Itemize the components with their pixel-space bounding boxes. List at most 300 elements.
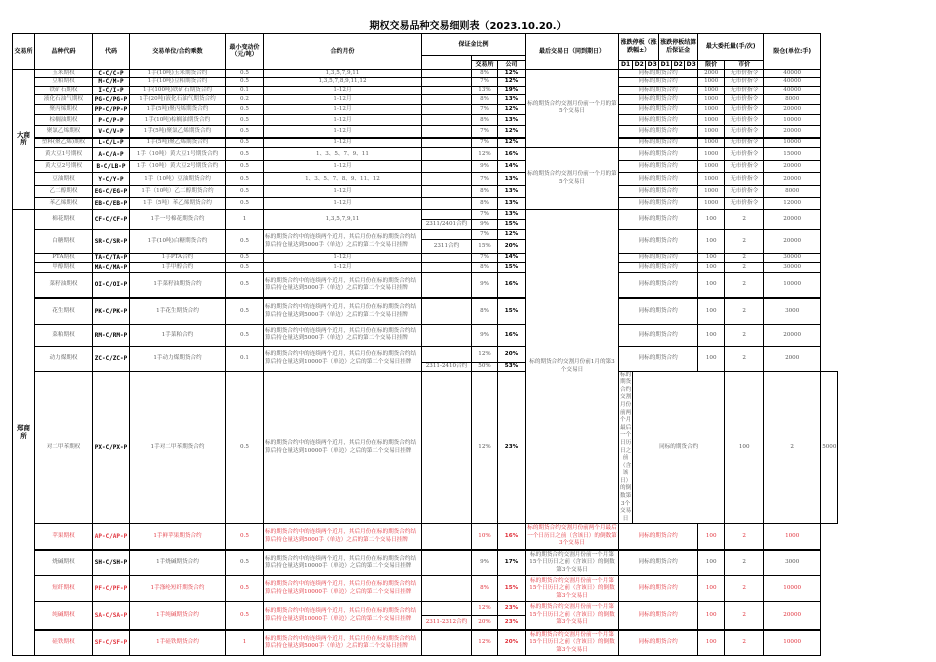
contract-months: 1-12月 — [264, 262, 422, 272]
trade-unit: 1手PTA合约 — [130, 254, 226, 263]
special-contract-blank — [422, 210, 472, 220]
header-exchange: 交易所 — [13, 34, 35, 70]
table-row — [13, 86, 838, 95]
margin-exchange: 7% — [472, 254, 498, 263]
special-contract — [422, 371, 472, 524]
product-name: 对二甲苯期权 — [35, 371, 93, 524]
price-limit: 同标的期货合约 — [619, 324, 698, 346]
max-order-limit: 2000 — [698, 69, 725, 78]
special-contract — [422, 105, 472, 115]
position-limit: 20000 — [764, 173, 821, 186]
tick-size: 0.5 — [226, 173, 264, 186]
max-order-market: 无市价指令 — [725, 173, 764, 186]
margin-exchange: 8% — [472, 69, 498, 78]
contract-months: 标的期货合约中的连续两个近月，其后月份在标的期货合约结算后持仓量达到10000手（单边）之后的第二个交易日挂牌 — [264, 346, 422, 371]
price-limit: 同标的期货合约 — [619, 86, 698, 95]
tick-size: 0.5 — [226, 138, 264, 148]
margin-exchange-special: 50% — [472, 362, 498, 371]
contract-months: 1-12月 — [264, 161, 422, 173]
max-order-limit: 100 — [698, 254, 725, 263]
max-order-market: 2 — [764, 371, 821, 524]
position-limit: 3000 — [764, 550, 821, 576]
max-order-market: 无市价指令 — [725, 105, 764, 115]
position-limit: 10000 — [764, 138, 821, 148]
position-limit: 30000 — [764, 262, 821, 272]
trade-unit: 1手（10吨）黄大豆2号期货合约 — [130, 161, 226, 173]
product-code: TA-C/TA-P — [93, 254, 130, 263]
product-code: PX-C/PX-P — [93, 371, 130, 524]
margin-exchange: 7% — [472, 210, 498, 220]
tick-size: 1 — [226, 210, 264, 230]
margin-exchange: 9% — [472, 550, 498, 576]
contract-months: 标的期货合约中的连续两个近月，其后月份在标的期货合约结算后持仓量达到5000手（单边）之后的第二个交易日挂牌 — [264, 272, 422, 298]
position-limit: 40000 — [764, 69, 821, 78]
margin-exchange: 12% — [472, 371, 498, 524]
contract-months: 1-12月 — [264, 115, 422, 126]
margin-company: 20% — [498, 346, 526, 362]
max-order-limit: 100 — [698, 602, 725, 630]
max-order-market: 无市价指令 — [725, 138, 764, 148]
product-code: MA-C/MA-P — [93, 262, 130, 272]
contract-months: 标的期货合约中的连续两个近月，其后月份在标的期货合约结算后持仓量达到10000手（单边）之后的第二个交易日挂牌 — [264, 371, 422, 524]
margin-company: 16% — [498, 524, 526, 550]
contract-months: 标的期货合约中的连续两个近月，其后月份在标的期货合约结算后持仓量达到10000手（单边）之后的第二个交易日挂牌 — [264, 550, 422, 576]
product-code: B-C/LB-P — [93, 161, 130, 173]
trade-unit: 1手动力煤期货合约 — [130, 346, 226, 371]
margin-company: 12% — [498, 78, 526, 87]
contract-months: 标的期货合约中的连续两个近月，其后月份在标的期货合约结算后持仓量达到5000手（单边）之后的第二个交易日挂牌 — [264, 324, 422, 346]
max-order-limit: 100 — [698, 630, 725, 656]
product-name: 聚丙烯期权 — [35, 105, 93, 115]
trade-unit: 1手菜粕合约 — [130, 324, 226, 346]
max-order-limit: 100 — [698, 346, 725, 371]
tick-size: 0.5 — [226, 126, 264, 138]
tick-size: 0.5 — [226, 524, 264, 550]
header-limit-margin: 涨跌停板结算后保证金 — [659, 34, 698, 61]
price-limit: 同标的期货合约 — [619, 550, 698, 576]
product-name: 短纤期权 — [35, 576, 93, 602]
product-code: PG-C/PG-P — [93, 95, 130, 105]
max-order-limit: 1000 — [698, 161, 725, 173]
position-limit: 10000 — [764, 272, 821, 298]
position-limit: 8000 — [764, 186, 821, 198]
product-name: PTA期权 — [35, 254, 93, 263]
header-months: 合约月份 — [264, 34, 422, 70]
position-limit: 20000 — [764, 210, 821, 230]
product-name: 动力煤期权 — [35, 346, 93, 371]
tick-size: 0.5 — [226, 148, 264, 161]
trade-unit: 1手（10吨）乙二醇期货合约 — [130, 186, 226, 198]
max-order-limit: 100 — [698, 230, 725, 254]
margin-exchange: 12% — [472, 148, 498, 161]
price-limit: 同标的期货合约 — [619, 161, 698, 173]
special-contract — [422, 262, 472, 272]
price-limit: 同标的期货合约 — [619, 524, 698, 550]
trade-unit: 1手一号棉花期货合约 — [130, 210, 226, 230]
product-code: RM-C/RM-P — [93, 324, 130, 346]
position-limit: 20000 — [764, 324, 821, 346]
table-row — [13, 550, 838, 576]
header-margin: 保证金比例 — [422, 34, 526, 56]
trade-unit: 1手菜籽油期货合约 — [130, 272, 226, 298]
price-limit: 同标的期货合约 — [633, 371, 725, 524]
margin-company: 16% — [498, 324, 526, 346]
margin-company: 19% — [498, 86, 526, 95]
special-contract — [422, 78, 472, 87]
max-order-market: 无市价指令 — [725, 161, 764, 173]
contract-months: 1,3,5,7,9,11 — [264, 210, 422, 230]
last-trade-day: 标的期货合约交割月份前一个月第15个日历日之前（含该日）的倒数第3个交易日 — [526, 630, 619, 656]
table-row — [13, 272, 838, 298]
max-order-limit: 100 — [698, 298, 725, 324]
special-contract — [422, 524, 472, 550]
contract-months: 1-12月 — [264, 95, 422, 105]
product-code: OI-C/OI-P — [93, 272, 130, 298]
price-limit: 同标的期货合约 — [619, 272, 698, 298]
margin-exchange: 7% — [472, 138, 498, 148]
special-contract — [422, 86, 472, 95]
price-limit: 同标的期货合约 — [619, 262, 698, 272]
max-order-limit: 1000 — [698, 95, 725, 105]
contract-months: 1-12月 — [264, 126, 422, 138]
max-order-market: 无市价指令 — [725, 78, 764, 87]
special-contract — [422, 148, 472, 161]
special-contract — [422, 115, 472, 126]
margin-company: 12% — [498, 69, 526, 78]
trade-unit: 1手甲醇合约 — [130, 262, 226, 272]
last-trade-day: 标的期货合约交割月份前一个月的第5个交易日 — [526, 148, 619, 210]
max-order-limit: 1000 — [698, 126, 725, 138]
max-order-market: 无市价指令 — [725, 186, 764, 198]
margin-company: 14% — [498, 161, 526, 173]
position-limit: 10000 — [764, 115, 821, 126]
tick-size: 0.5 — [226, 161, 264, 173]
position-limit: 20000 — [764, 126, 821, 138]
max-order-limit: 100 — [698, 524, 725, 550]
margin-company: 13% — [498, 198, 526, 210]
last-trade-day: 标的期货合约交割月份前一个月第15个日历日之前（含该日）的倒数第3个交易日 — [526, 576, 619, 602]
product-name: 白糖期权 — [35, 230, 93, 254]
tick-size: 1 — [226, 630, 264, 656]
trade-unit: 1手纯碱期货合约 — [130, 602, 226, 630]
table-row — [13, 210, 838, 220]
exchange-czce: 郑商所 — [13, 210, 35, 656]
trade-unit: 1手(10吨)玉米期货合约 — [130, 69, 226, 78]
product-name: 豆粕期权 — [35, 78, 93, 87]
margin-exchange: 7% — [472, 126, 498, 138]
contract-months: 标的期货合约中的连续两个近月，其后月份在标的期货合约结算后持仓量达到5000手（单边）之后的第二个交易日挂牌 — [264, 230, 422, 254]
max-order-market: 2 — [725, 262, 764, 272]
trade-unit: 1手（5吨）苯乙烯期货合约 — [130, 198, 226, 210]
tick-size: 0.1 — [226, 346, 264, 371]
product-code: P-C/P-P — [93, 115, 130, 126]
special-contract — [422, 272, 472, 298]
contract-months: 标的期货合约中的连续两个近月，其后月份在标的期货合约结算后持仓量达到5000手（单边）之后的第二个交易日挂牌 — [264, 524, 422, 550]
table-row — [13, 198, 838, 210]
table-row — [13, 298, 838, 324]
position-limit: 3000 — [764, 298, 821, 324]
price-limit: 同标的期货合约 — [619, 78, 698, 87]
position-limit: 5000 — [821, 371, 838, 524]
header-tick: 最小变动价（元/吨） — [226, 34, 264, 70]
trade-unit: 1手鲜苹果期货合约 — [130, 524, 226, 550]
czce-section — [13, 210, 838, 656]
margin-exchange: 9% — [472, 324, 498, 346]
margin-exchange: 12% — [472, 602, 498, 616]
margin-exchange: 8% — [472, 198, 498, 210]
page-title: 期权交易品种交易细则表（2023.10.20.） — [369, 21, 567, 32]
position-limit: 20000 — [764, 105, 821, 115]
price-limit: 同标的期货合约 — [619, 576, 698, 602]
table-row — [13, 69, 838, 78]
contract-months: 1-12月 — [264, 254, 422, 263]
contract-months: 1、3、5、7、8、9、11、12 — [264, 173, 422, 186]
table-row — [13, 602, 838, 616]
margin-exchange: 7% — [472, 105, 498, 115]
trade-unit: 1手(10吨)豆粕期货合约 — [130, 78, 226, 87]
trade-unit: 1手(5吨)聚丙烯期货合约 — [130, 105, 226, 115]
header-product: 品种代码 — [35, 34, 93, 70]
table-row — [13, 524, 838, 550]
trade-unit: 1手（10吨）黄大豆1号期货合约 — [130, 148, 226, 161]
product-code: EB-C/EB-P — [93, 198, 130, 210]
product-code: PF-C/PF-P — [93, 576, 130, 602]
header-position-limit: 限仓(单位:手) — [764, 34, 821, 70]
max-order-limit: 100 — [698, 324, 725, 346]
price-limit: 同标的期货合约 — [619, 602, 698, 630]
special-contract — [422, 576, 472, 602]
product-code: PP-C/PP-P — [93, 105, 130, 115]
price-limit: 同标的期货合约 — [619, 210, 698, 230]
product-code: SH-C/SH-P — [93, 550, 130, 576]
special-contract — [422, 550, 472, 576]
margin-company-special: 20% — [498, 240, 526, 254]
tick-size: 0.5 — [226, 371, 264, 524]
margin-company: 12% — [498, 126, 526, 138]
margin-company: 15% — [498, 262, 526, 272]
table-row — [13, 148, 838, 161]
header-margin-company: 公司 — [498, 61, 526, 70]
max-order-limit: 100 — [698, 272, 725, 298]
header-unit: 交易单位/合约乘数 — [130, 34, 226, 70]
tick-size: 0.5 — [226, 198, 264, 210]
margin-company: 12% — [498, 138, 526, 148]
trade-unit: 1手(10吨)白糖期货合约 — [130, 230, 226, 254]
tick-size: 0.5 — [226, 576, 264, 602]
contract-months: 1,3,5,7,9,11 — [264, 69, 422, 78]
tick-size: 0.5 — [226, 78, 264, 87]
header-d2b: D2 — [673, 61, 683, 68]
margin-exchange: 8% — [472, 262, 498, 272]
margin-company: 12% — [498, 105, 526, 115]
product-name: 棉花期权 — [35, 210, 93, 230]
margin-exchange: 7% — [472, 173, 498, 186]
price-limit: 同标的期货合约 — [619, 230, 698, 254]
table-row — [13, 138, 838, 148]
tick-size: 0.5 — [226, 298, 264, 324]
tick-size: 0.5 — [226, 272, 264, 298]
table-row — [13, 630, 838, 656]
header-d1: D1 — [619, 61, 633, 70]
max-order-market: 2 — [725, 210, 764, 230]
margin-company: 17% — [498, 550, 526, 576]
header-d3: D3 — [647, 61, 657, 68]
margin-company: 13% — [498, 173, 526, 186]
product-name: 玉米期权 — [35, 69, 93, 78]
special-contract-blank — [422, 346, 472, 362]
margin-company: 15% — [498, 576, 526, 602]
max-order-limit: 100 — [698, 210, 725, 230]
margin-exchange-special: 20% — [472, 616, 498, 630]
special-contract — [422, 138, 472, 148]
product-code: ZC-C/ZC-P — [93, 346, 130, 371]
position-limit: 2000 — [764, 346, 821, 371]
product-name: 菜粕期权 — [35, 324, 93, 346]
position-limit: 8000 — [764, 95, 821, 105]
product-code: SF-C/SF-P — [93, 630, 130, 656]
tick-size: 0.5 — [226, 186, 264, 198]
price-limit: 同标的期货合约 — [619, 148, 698, 161]
product-name: 塑料(聚乙烯)期权 — [35, 138, 93, 148]
contract-months: 1、3、5、7、9、11 — [264, 148, 422, 161]
position-limit: 10000 — [764, 630, 821, 656]
product-code: SR-C/SR-P — [93, 230, 130, 254]
margin-company: 14% — [498, 254, 526, 263]
max-order-market: 2 — [725, 602, 764, 630]
product-code: V-C/V-P — [93, 126, 130, 138]
price-limit: 同标的期货合约 — [619, 105, 698, 115]
margin-exchange: 8% — [472, 298, 498, 324]
product-name: 花生期权 — [35, 298, 93, 324]
header-code: 代码 — [93, 34, 130, 70]
margin-company: 13% — [498, 95, 526, 105]
price-limit: 同标的期货合约 — [619, 115, 698, 126]
contract-months: 1-12月 — [264, 198, 422, 210]
last-trade-day: 标的期货合约交割月份前1月的第3个交易日 — [526, 210, 619, 524]
max-order-market: 2 — [725, 346, 764, 371]
price-limit: 同标的期货合约 — [619, 138, 698, 148]
table-row — [13, 78, 838, 87]
product-code: AP-C/AP-P — [93, 524, 130, 550]
margin-company: 15% — [498, 298, 526, 324]
tick-size: 0.5 — [226, 254, 264, 263]
margin-exchange-special: 9% — [472, 220, 498, 230]
product-name: 菜籽油期权 — [35, 272, 93, 298]
trade-unit: 1手硅铁期货合约 — [130, 630, 226, 656]
last-trade-day: 标的期货合约交割月份前一个月的第5个交易日 — [526, 69, 619, 148]
margin-company: 23% — [498, 602, 526, 616]
max-order-limit: 1000 — [698, 105, 725, 115]
table-row — [13, 346, 838, 362]
header-d3b: D3 — [686, 61, 696, 68]
header-market-price: 市价 — [725, 61, 764, 70]
position-limit: 20000 — [764, 230, 821, 254]
max-order-market: 2 — [725, 524, 764, 550]
table-row — [13, 230, 838, 240]
tick-size: 0.5 — [226, 324, 264, 346]
trade-unit: 1手(20吨)液化石油气期货合约 — [130, 95, 226, 105]
margin-company: 16% — [498, 148, 526, 161]
margin-exchange: 8% — [472, 186, 498, 198]
margin-company: 12% — [498, 230, 526, 240]
position-limit: 20000 — [764, 161, 821, 173]
position-limit: 30000 — [764, 254, 821, 263]
margin-company-special: 23% — [498, 616, 526, 630]
product-name: 黄大豆2号期权 — [35, 161, 93, 173]
contract-months: 1-12月 — [264, 186, 422, 198]
margin-company: 23% — [498, 371, 526, 524]
table-row — [13, 115, 838, 126]
trade-unit: 1手花生期货合约 — [130, 298, 226, 324]
header-last-day: 最后交易日（同到期日） — [526, 34, 619, 70]
product-code: EG-C/EG-P — [93, 186, 130, 198]
max-order-limit: 1000 — [698, 198, 725, 210]
margin-exchange: 9% — [472, 272, 498, 298]
header-limit: 涨跌停板（涨跌幅±） — [619, 34, 659, 61]
special-contract — [422, 254, 472, 263]
special-contract — [422, 161, 472, 173]
max-order-market: 2 — [725, 298, 764, 324]
margin-exchange: 7% — [472, 78, 498, 87]
margin-company: 16% — [498, 272, 526, 298]
price-limit: 同标的期货合约 — [619, 198, 698, 210]
table-row — [13, 371, 838, 524]
special-contract — [422, 298, 472, 324]
tick-size: 0.5 — [226, 115, 264, 126]
position-limit: 12000 — [764, 198, 821, 210]
special-contract: 2311-2410合约 — [422, 362, 472, 371]
product-name: 液化石油气期权 — [35, 95, 93, 105]
product-name: 乙二醇期权 — [35, 186, 93, 198]
max-order-limit: 100 — [698, 262, 725, 272]
max-order-market: 无市价指令 — [725, 148, 764, 161]
product-name: 黄大豆1号期权 — [35, 148, 93, 161]
last-trade-day: 标的期货合约交割月份前两个月最后一个日历日之前（含该日）的倒数第3个交易日 — [526, 524, 619, 550]
special-contract: 2311-2312合约 — [422, 616, 472, 630]
margin-exchange: 8% — [472, 576, 498, 602]
max-order-limit: 100 — [725, 371, 764, 524]
max-order-market: 2 — [725, 230, 764, 254]
margin-exchange: 12% — [472, 346, 498, 362]
exchange-dce: 大商所 — [13, 69, 35, 210]
contract-months: 1-12月 — [264, 105, 422, 115]
special-contract — [422, 173, 472, 186]
header-d1b: D1 — [660, 61, 670, 68]
margin-company: 13% — [498, 115, 526, 126]
product-code: C-C/C-P — [93, 69, 130, 78]
product-code: L-C/L-P — [93, 138, 130, 148]
price-limit: 同标的期货合约 — [619, 95, 698, 105]
table-row — [13, 186, 838, 198]
tick-size: 0.5 — [226, 550, 264, 576]
position-limit: 20000 — [764, 602, 821, 630]
last-trade-day: 标的期货合约交割月份前一个月第15个日历日之前（含该日）的倒数第3个交易日 — [526, 602, 619, 630]
position-limit: 15000 — [764, 148, 821, 161]
header-max-order: 最大委托量(手/次) — [698, 34, 764, 61]
max-order-market: 无市价指令 — [725, 126, 764, 138]
max-order-market: 无市价指令 — [725, 115, 764, 126]
max-order-limit: 100 — [698, 550, 725, 576]
max-order-market: 无市价指令 — [725, 86, 764, 95]
table-row — [13, 161, 838, 173]
product-name: 苹果期权 — [35, 524, 93, 550]
table-row — [13, 324, 838, 346]
table-row — [13, 254, 838, 263]
table-row — [13, 576, 838, 602]
trade-unit: 1手(10吨)棕榈油期货合约 — [130, 115, 226, 126]
product-name: 棕榈油期权 — [35, 115, 93, 126]
last-trade-day: 标的期货合约交割月份前两个月最后一个日历日之前（含该日）的倒数第3个交易日 — [619, 371, 633, 524]
